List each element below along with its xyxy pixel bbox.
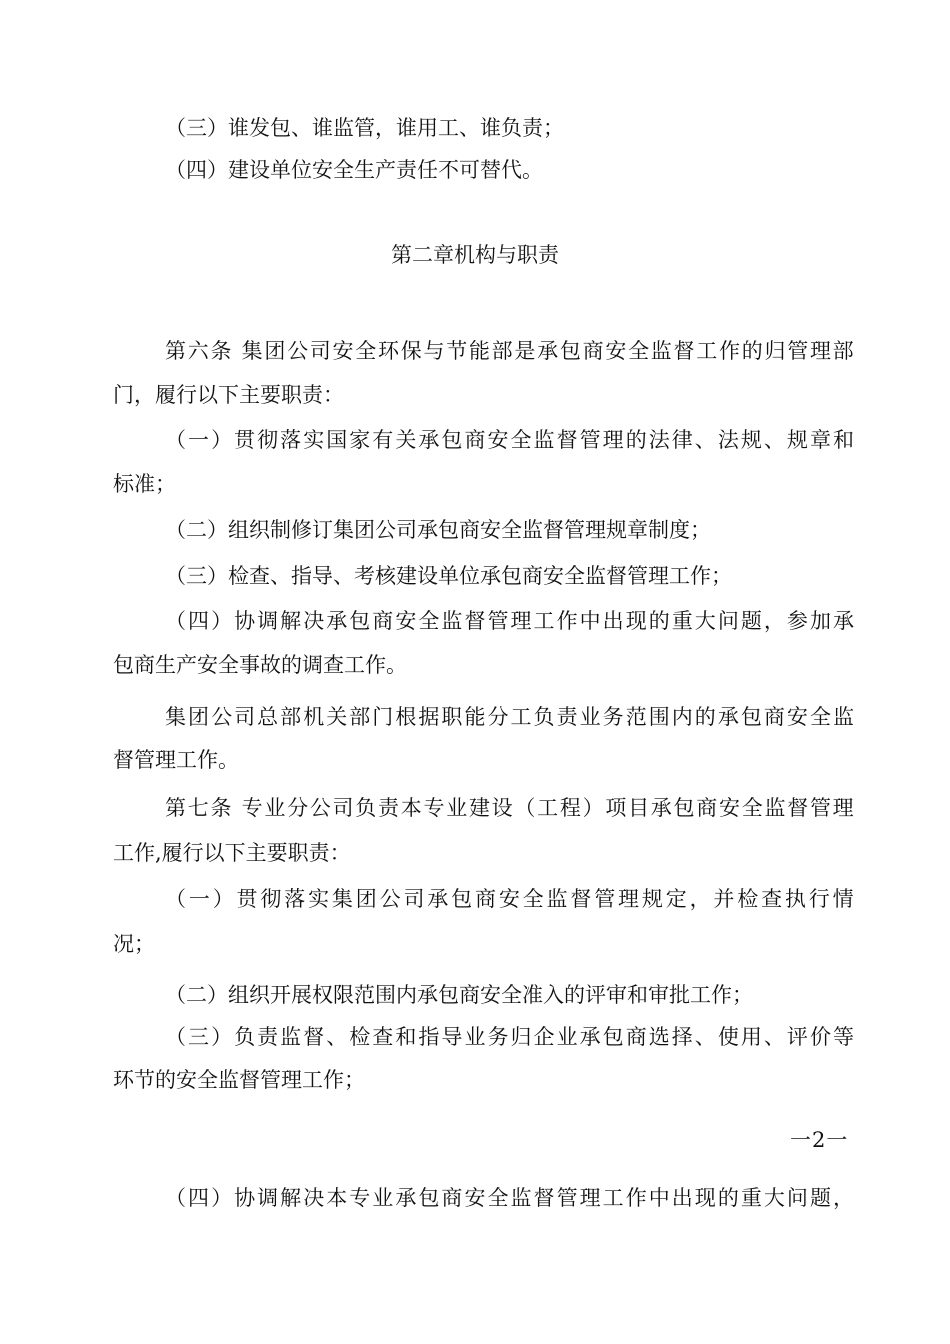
text-line: 第六条 集团公司安全环保与节能部是承包商安全监督工作的归管理部 bbox=[165, 339, 856, 363]
text-line: 工作,履行以下主要职责： bbox=[113, 841, 351, 865]
text-line: （四）建设单位安全生产责任不可替代。 bbox=[165, 158, 543, 182]
text-line: （四）协调解决本专业承包商安全监督管理工作中出现的重大问题， bbox=[165, 1186, 857, 1210]
text-line: 环节的安全监督管理工作； bbox=[113, 1068, 365, 1092]
text-line: （三）检查、指导、考核建设单位承包商安全监督管理工作； bbox=[165, 564, 732, 588]
text-line: （二）组织制修订集团公司承包商安全监督管理规章制度； bbox=[165, 518, 711, 542]
text-line: （二）组织开展权限范围内承包商安全准入的评审和审批工作； bbox=[165, 983, 753, 1007]
text-line: 第七条 专业分公司负责本专业建设（工程）项目承包商安全监督管理 bbox=[165, 796, 856, 820]
chapter-heading: 第二章机构与职责 bbox=[391, 243, 559, 267]
text-line: （三）谁发包、谁监管，谁用工、谁负责； bbox=[165, 116, 564, 140]
text-line: 包商生产安全事故的调查工作。 bbox=[113, 653, 407, 677]
text-line: 门，履行以下主要职责： bbox=[113, 383, 344, 407]
page-number: 一2一 bbox=[790, 1128, 849, 1152]
text-line: （一）贯彻落实国家有关承包商安全监督管理的法律、法规、规章和 bbox=[165, 428, 857, 452]
text-line: 标准； bbox=[113, 472, 176, 496]
text-line: 督管理工作。 bbox=[113, 748, 239, 772]
text-line: （四）协调解决承包商安全监督管理工作中出现的重大问题，参加承 bbox=[165, 609, 857, 633]
text-line: 况； bbox=[113, 932, 155, 956]
text-line: 集团公司总部机关部门根据职能分工负责业务范围内的承包商安全监 bbox=[165, 705, 857, 729]
text-line-justified: （ 一 ） 贯 彻 落 实 集 团 公 司 承 包 商 安 全 监 督 管 理 规 定 ， 并 检 查 执 行 情 bbox=[165, 887, 854, 911]
text-line: （三）负责监督、检查和指导业务归企业承包商选择、使用、评价等 bbox=[165, 1025, 857, 1049]
